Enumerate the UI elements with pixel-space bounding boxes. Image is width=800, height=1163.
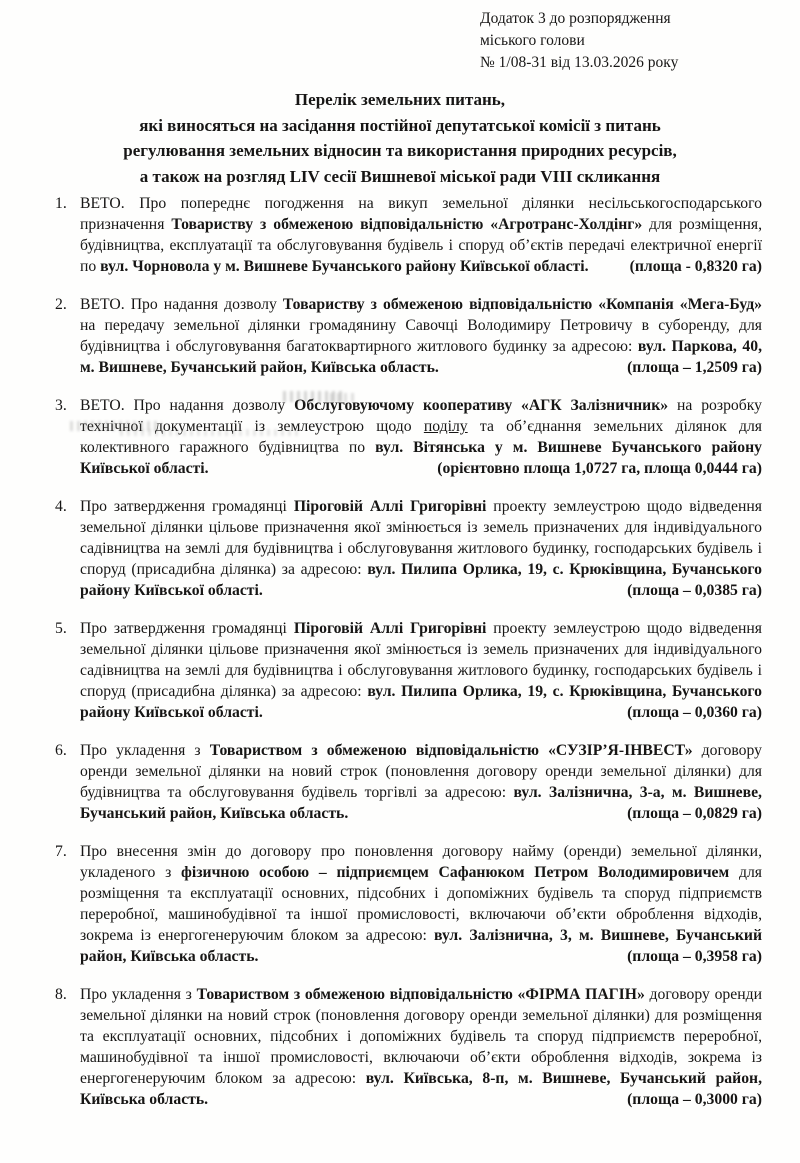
item-text-underlined: поділу <box>423 418 468 435</box>
item-text <box>80 843 762 965</box>
title-line-4: а також на розгляд LIV сесії Вишневої міської ради VIII скликання <box>139 166 661 186</box>
annex-line-3: № 1/08-31 від 13.03.2026 року <box>480 54 679 71</box>
item-number: 5. <box>55 620 67 637</box>
annex-line-1: Додаток 3 до розпорядження <box>480 10 671 27</box>
item-text <box>80 986 762 1108</box>
item-text-segment: для розміщення, будівництва, експлуатації та обслуговування будівель і споруд об’єктів передачі електричної енергії по <box>80 216 762 275</box>
item-text-bold: Піроговій Аллі Григорівні <box>293 498 487 515</box>
item-text-segment: ВЕТО. Про попереднє погодження на викуп земельної ділянки несільськогосподарського призначення <box>80 195 762 233</box>
area-label: (площа – 0,3000 га) <box>627 1091 762 1108</box>
item-text-bold: вул. Чорновола у м. Вишневе Бучанського району Київської області. <box>100 258 589 275</box>
item-text-segment: договору оренди земельної ділянки на новий строк (поновлення договору оренди земельної ділянки) для будівництва та обслуговування будівель торгівлі за адресою: <box>80 742 762 801</box>
item-text-segment: Про укладення з <box>80 986 197 1003</box>
item-number: 3. <box>55 397 67 414</box>
item-text-bold: вул. Пилипа Орлика, 19, с. Крюківщина, Бучанського району Київської області. <box>80 683 763 721</box>
document-title <box>36 87 764 189</box>
item-text-segment: ВЕТО. Про надання дозволу <box>80 296 283 313</box>
item-number: 1. <box>55 195 67 212</box>
item-text <box>80 620 762 721</box>
agenda-item <box>55 294 762 378</box>
item-number: 4. <box>55 498 67 515</box>
agenda-item <box>55 740 762 824</box>
area-label: (площа - 0,8320 га) <box>629 258 762 275</box>
annex-line-2: міського голови <box>480 32 585 49</box>
title-line-2: які виносяться на засідання постійної депутатської комісії з питань <box>139 115 661 135</box>
area-label: (площа – 0,0829 га) <box>627 805 762 822</box>
item-text-bold: вул. Київська, 8-п, м. Вишневе, Бучанський район, Київська область. <box>80 1070 762 1108</box>
item-text-segment: Про затвердження громадянці <box>80 620 294 637</box>
item-text <box>80 397 762 477</box>
item-number: 7. <box>55 843 67 860</box>
item-text-segment: на розробку технічної документації із землеустрою щодо <box>80 397 762 435</box>
area-label: (площа – 0,0360 га) <box>627 704 762 721</box>
area-label: (площа – 1,2509 га) <box>627 359 762 376</box>
item-text-segment: та об’єднання земельних ділянок для колективного гаражного будівництва по <box>80 418 762 456</box>
item-text-bold: Товариству з обмеженою відповідальністю «Агротранс-Холдінг» <box>171 216 643 233</box>
item-text-bold: Піроговій Аллі Григорівні <box>293 620 487 637</box>
annex-reference-block <box>480 8 678 74</box>
item-text-segment: проекту землеустрою щодо відведення земельної ділянки цільове призначення якої змінюється із земель призначених для індивідуального садівництва на землі для будівництва і обслуговування житлового будинку, господарських будівель і споруд (присадибна ділянка) за адресою: <box>80 620 762 700</box>
item-number: 6. <box>55 742 67 759</box>
item-number: 2. <box>55 296 67 313</box>
scan-artifact <box>330 393 356 402</box>
agenda-item <box>55 193 762 277</box>
item-text-bold: вул. Вітянська у м. Вишневе Бучанського району Київської області. <box>80 439 762 477</box>
area-label: (площа – 0,0385 га) <box>627 582 762 599</box>
item-text-bold: Товариством з обмеженою відповідальністю «ФІРМА ПАГІН» <box>196 986 645 1003</box>
item-text-bold: вул. Пилипа Орлика, 19, с. Крюківщина, Бучанського району Київської області. <box>80 561 763 599</box>
agenda-item <box>55 496 762 601</box>
item-text-bold: Обслуговуючому кооперативу «АГК Залізничник» <box>294 397 669 414</box>
item-text-segment: договору оренди земельної ділянки на новий строк (поновлення договору оренди земельної ділянки) для розміщення та експлуатації основних, підсобних і допоміжних будівель та споруд підприємств переробної, машинобудівної та іншої промисловості, включаючи об’єкти оброблення відходів, зокрема із енергогенеруючим блоком за адресою: <box>80 986 763 1087</box>
item-text-bold: вул. Паркова, 40, м. Вишневе, Бучанський район, Київська область. <box>80 338 762 376</box>
scan-artifact <box>120 429 300 436</box>
area-label: (площа – 0,3958 га) <box>627 948 762 965</box>
item-text-segment: Про внесення змін до договору про поновлення договору найму (оренди) земельної ділянки, укладеного з <box>80 843 762 881</box>
agenda-item <box>55 618 762 723</box>
item-text-bold: фізичною особою – підприємцем Сафанюком Петром Володимировичем <box>181 864 730 881</box>
title-line-1: Перелік земельних питань, <box>294 90 506 109</box>
item-text-segment: ВЕТО. Про надання дозволу <box>80 397 295 414</box>
item-text-segment: проекту землеустрою щодо відведення земельної ділянки цільове призначення якої змінюється із земель призначених для індивідуального садівництва на землі для будівництва і обслуговування житлового будинку, господарських будівель і споруд (присадибна ділянка) за адресою: <box>80 498 762 578</box>
item-text-segment: для розміщення та експлуатації основних, підсобних і допоміжних будівель та споруд підприємств переробної, машинобудівної та іншої промисловості, включаючи об’єкти оброблення відходів, зокрема із енергогенеруючим блоком за адресою: <box>80 864 762 944</box>
item-text <box>80 498 762 599</box>
item-text-bold: вул. Залізнична, 3, м. Вишневе, Бучанський район, Київська область. <box>80 927 762 965</box>
item-number: 8. <box>55 986 67 1003</box>
agenda-item <box>55 984 762 1110</box>
item-text <box>80 296 762 376</box>
agenda-item <box>55 395 762 479</box>
area-label: (орієнтовно площа 1,0727 га, площа 0,0444 га) <box>437 460 762 477</box>
item-text-segment: Про укладення з <box>80 742 210 759</box>
item-text <box>80 195 762 275</box>
item-text <box>80 742 762 822</box>
item-text-bold: Товариством з обмеженою відповідальністю «СУЗІР’Я-ІНВЕСТ» <box>209 742 693 759</box>
item-text-bold: Товариству з обмеженою відповідальністю «Компанія «Мега-Буд» <box>282 296 762 313</box>
agenda-items-list <box>55 193 762 1127</box>
agenda-item <box>55 841 762 967</box>
item-text-segment: Про затвердження громадянці <box>80 498 294 515</box>
title-line-3: регулювання земельних відносин та використання природних ресурсів, <box>123 141 677 160</box>
item-text-segment: на передачу земельної ділянки громадянину Савочці Володимиру Петровичу в суборенду, для будівництва і обслуговування багатоквартирного житлового будинку за адресою: <box>80 317 762 355</box>
item-text-bold: вул. Залізнична, 3-а, м. Вишневе, Бучанський район, Київська область. <box>80 784 762 822</box>
